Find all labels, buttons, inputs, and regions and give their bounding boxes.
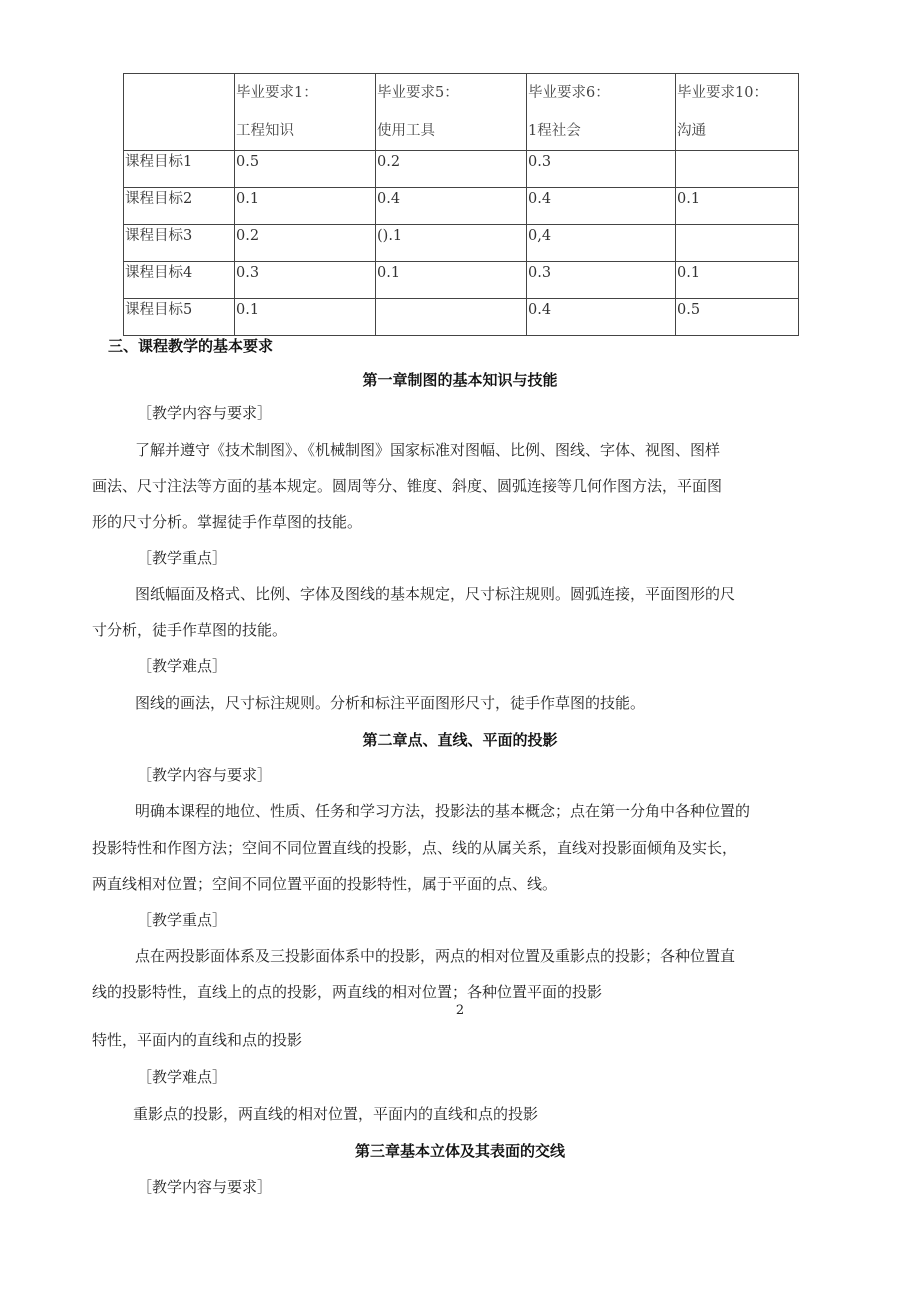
paragraph-line: 线的投影特性，直线上的点的投影，两直线的相对位置；各种位置平面的投影 — [92, 983, 603, 1001]
header-line: 毕业要求6： — [528, 85, 610, 101]
paragraph-line: 特性，平面内的直线和点的投影 — [92, 1031, 303, 1049]
header-line: 毕业要求1： — [236, 85, 318, 101]
requirements-matrix-table — [123, 73, 799, 336]
ch3-content-label: ［教学内容与要求］ — [137, 1178, 273, 1196]
paragraph-line: 了解并遵守《技术制图》、《机械制图》国家标准对图幅、比例、图线、字体、视图、图样 — [135, 441, 721, 459]
value-cell: 0.4 — [527, 299, 676, 336]
chapter-2-title: 第二章点、直线、平面的投影 — [362, 731, 558, 749]
value-cell: 0.4 — [527, 188, 676, 225]
header-cell — [124, 74, 235, 151]
value-cell: 0.2 — [376, 151, 527, 188]
header-line: 使用工具 — [377, 123, 435, 139]
header-line: 1程社会 — [528, 123, 581, 139]
table-header-row — [124, 74, 799, 151]
value-cell: 0.1 — [376, 262, 527, 299]
ch2-key-label: ［教学重点］ — [137, 911, 228, 929]
value-cell: 0.4 — [376, 188, 527, 225]
paragraph-line: 明确本课程的地位、性质、任务和学习方法，投影法的基本概念；点在第一分角中各种位置的 — [135, 802, 751, 820]
value-cell — [676, 225, 799, 262]
value-cell: 0,4 — [527, 225, 676, 262]
table-row — [124, 188, 799, 225]
chapter-3-title: 第三章基本立体及其表面的交线 — [354, 1142, 565, 1160]
value-cell: 0.1 — [676, 262, 799, 299]
paragraph-line: 形的尺寸分析。掌握徒手作草图的技能。 — [92, 513, 363, 531]
paragraph-line: 重影点的投影，两直线的相对位置，平面内的直线和点的投影 — [133, 1105, 539, 1123]
header-line: 沟通 — [677, 123, 706, 139]
value-cell: 0.5 — [235, 151, 376, 188]
paragraph-line: 图线的画法，尺寸标注规则。分析和标注平面图形尺寸，徒手作草图的技能。 — [135, 694, 646, 712]
paragraph-line: 两直线相对位置；空间不同位置平面的投影特性，属于平面的点、线。 — [92, 875, 558, 893]
paragraph-line: 寸分析，徒手作草图的技能。 — [92, 621, 288, 639]
row-label-cell: 课程目标3 — [124, 225, 235, 262]
header-line: 工程知识 — [236, 123, 294, 139]
paragraph-line: 图纸幅面及格式、比例、字体及图线的基本规定，尺寸标注规则。圆弧连接，平面图形的尺 — [135, 585, 736, 603]
ch1-key-label: ［教学重点］ — [137, 549, 228, 567]
page-number: 2 — [455, 1003, 465, 1018]
value-cell: 0.1 — [235, 188, 376, 225]
value-cell: 0.2 — [235, 225, 376, 262]
value-cell — [676, 151, 799, 188]
ch2-diff-label: ［教学难点］ — [137, 1068, 228, 1086]
value-cell: 0.1 — [235, 299, 376, 336]
chapter-1-title: 第一章制图的基本知识与技能 — [362, 371, 558, 389]
section-heading: 三、课程教学的基本要求 — [108, 337, 274, 355]
paragraph-line: 点在两投影面体系及三投影面体系中的投影，两点的相对位置及重影点的投影；各种位置直 — [135, 947, 736, 965]
row-label-cell: 课程目标2 — [124, 188, 235, 225]
header-line: 毕业要求5： — [377, 85, 459, 101]
table-row — [124, 151, 799, 188]
value-cell — [376, 299, 527, 336]
ch1-diff-label: ［教学难点］ — [137, 657, 228, 675]
value-cell: 0.3 — [527, 151, 676, 188]
table-row — [124, 225, 799, 262]
ch2-content-label: ［教学内容与要求］ — [137, 766, 273, 784]
value-cell: 0.5 — [676, 299, 799, 336]
row-label-cell: 课程目标4 — [124, 262, 235, 299]
value-cell: 0.3 — [235, 262, 376, 299]
row-label-cell: 课程目标1 — [124, 151, 235, 188]
value-cell: ().1 — [376, 225, 527, 262]
row-label-cell: 课程目标5 — [124, 299, 235, 336]
header-line: 毕业要求10： — [677, 85, 768, 101]
ch1-content-label: ［教学内容与要求］ — [137, 404, 273, 422]
header-cell — [676, 74, 799, 151]
paragraph-line: 画法、尺寸注法等方面的基本规定。圆周等分、锥度、斜度、圆弧连接等几何作图方法，平面图 — [92, 477, 723, 495]
table-row — [124, 262, 799, 299]
table-row — [124, 299, 799, 336]
value-cell: 0.1 — [676, 188, 799, 225]
header-cell — [527, 74, 676, 151]
header-cell — [235, 74, 376, 151]
paragraph-line: 投影特性和作图方法；空间不同位置直线的投影，点、线的从属关系，直线对投影面倾角及实长， — [92, 839, 738, 857]
header-cell — [376, 74, 527, 151]
value-cell: 0.3 — [527, 262, 676, 299]
